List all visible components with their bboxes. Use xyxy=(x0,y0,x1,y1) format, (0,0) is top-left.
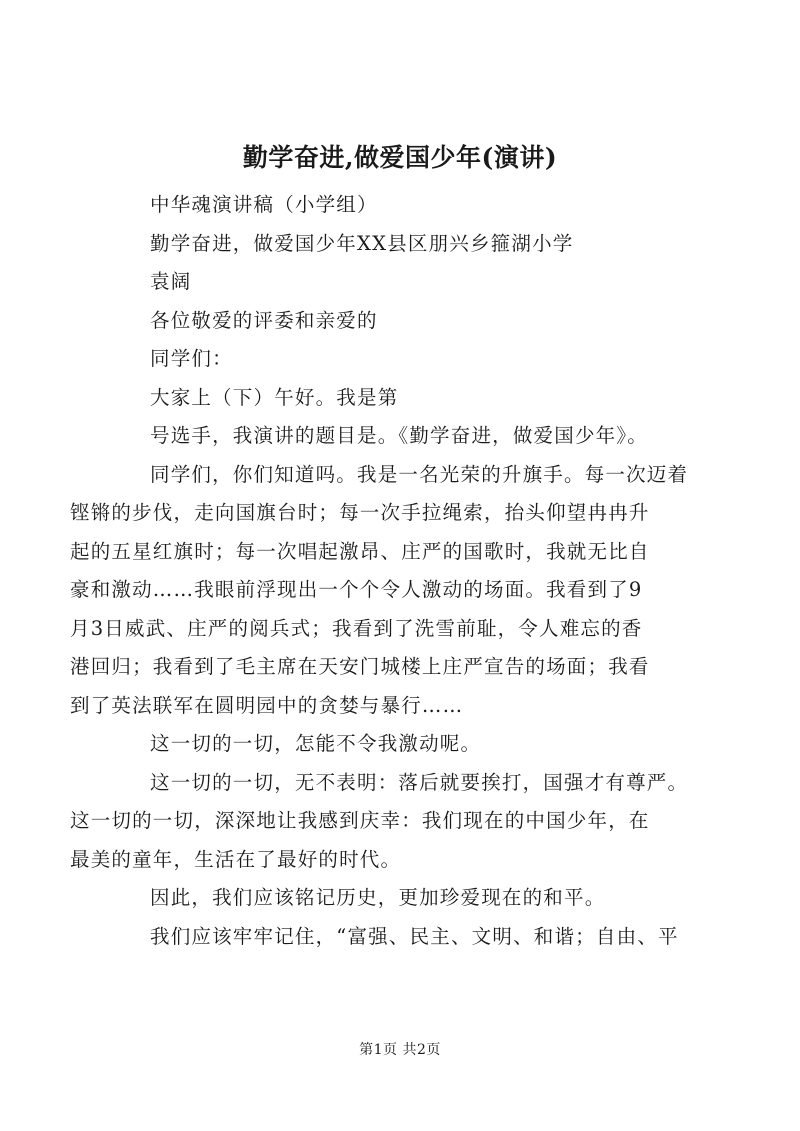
paragraph-text: 这一切的一切，怎能不令我激动呢。 xyxy=(150,732,482,755)
paragraph-text: 勤学奋进，做爱国少年XX县区朋兴乡箍湖小学 xyxy=(150,231,574,255)
paragraph-text: 号选手，我演讲的题目是。《勤学奋进，做爱国少年》。 xyxy=(150,424,649,447)
paragraph-excited xyxy=(110,725,720,764)
paragraph-line: 起的五星红旗时；每一次唱起激昂、庄严的国歌时，我就无比自 xyxy=(70,539,650,563)
paragraph-text: 我们应该牢牢记住，“富强、民主、文明、和谐；自由、平 xyxy=(150,924,679,948)
document-body xyxy=(70,186,720,956)
paragraph-line: 这一切的一切，无不表明：落后就要挨打，国强才有尊严。 xyxy=(150,770,689,794)
paragraph-greeting-1 xyxy=(110,302,720,341)
paragraph-line: 同学们，你们知道吗。我是一名光荣的升旗手。每一次迈着 xyxy=(150,462,689,486)
paragraph-values xyxy=(110,918,720,957)
paragraph-subtitle xyxy=(110,186,720,225)
paragraph-greeting-2 xyxy=(110,340,720,379)
paragraph-intro xyxy=(110,417,720,456)
paragraph-text: 袁阔 xyxy=(150,270,192,293)
paragraph-author xyxy=(110,263,720,302)
paragraph-line: 月3日威武、庄严的阅兵式；我看到了洗雪前耻，令人难忘的香 xyxy=(70,616,643,640)
paragraph-remember xyxy=(110,879,720,918)
paragraph-lesson xyxy=(70,764,720,880)
paragraph-line: 铿锵的步伐，走向国旗台时；每一次手拉绳索，抬头仰望冉冉升 xyxy=(70,501,650,524)
paragraph-text: 因此，我们应该铭记历史，更加珍爱现在的和平。 xyxy=(150,886,606,909)
paragraph-line: 这一切的一切，深深地让我感到庆幸：我们现在的中国少年，在 xyxy=(70,809,650,832)
paragraph-text: 中华魂演讲稿（小学组） xyxy=(150,193,378,216)
paragraph-text: 同学们： xyxy=(150,347,233,370)
paragraph-line: 最美的童年，生活在了最好的时代。 xyxy=(70,847,402,871)
paragraph-heading xyxy=(110,225,720,264)
document-title: 勤学奋进,做爱国少年(演讲) xyxy=(242,143,558,172)
paragraph-text: 各位敬爱的评委和亲爱的 xyxy=(150,308,378,332)
paragraph-line: 到了英法联军在圆明园中的贪婪与暴行…… xyxy=(70,693,464,717)
paragraph-line: 豪和激动……我眼前浮现出一个个令人激动的场面。我看到了9 xyxy=(70,578,643,601)
paragraph-greeting-3 xyxy=(110,379,720,418)
paragraph-text: 大家上（下）午好。我是第 xyxy=(150,385,399,409)
paragraph-flag-raiser xyxy=(70,456,720,726)
paragraph-line: 港回归；我看到了毛主席在天安门城楼上庄严宣告的场面；我看 xyxy=(70,655,650,678)
page-footer: 第1页 共2页 xyxy=(359,1042,441,1058)
